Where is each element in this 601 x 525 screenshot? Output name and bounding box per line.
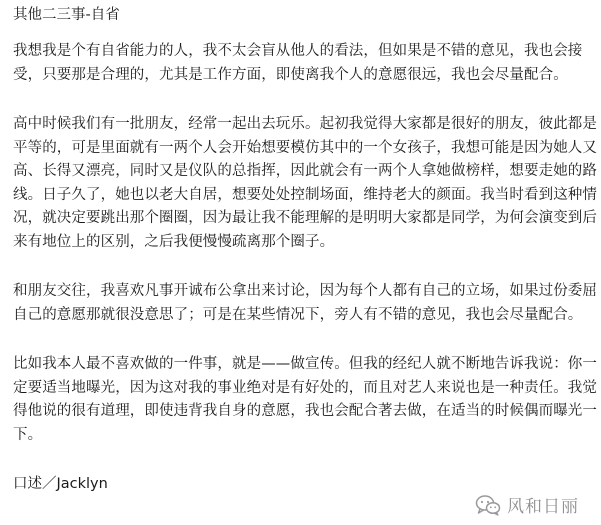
paragraph-line: 比如我本人最不喜欢做的一件事，就是——做宣传。但我的经纪人就不断地告诉我说：你一: [13, 356, 597, 372]
article-title: 其他二三事-自省: [13, 7, 120, 23]
paragraph-3: [13, 280, 595, 327]
paragraph-line: 我想我是个有自省能力的人，我不太会盲从他人的看法，但如果是不错的意见，我也会接: [13, 43, 583, 59]
watermark-text: 风和日丽: [507, 497, 579, 517]
paragraph-line: 来有地位上的区别，之后我便慢慢疏离那个圈子。: [13, 233, 335, 250]
paragraph-2: [13, 113, 595, 254]
paragraph-4: [13, 353, 595, 447]
article: [13, 4, 595, 495]
paragraph-line: 线。日子久了，她也以老大自居，想要处处控制场面，维持老大的颜面。我当时看到这种情: [13, 186, 597, 203]
paragraph-line: 受，只要那是合理的，尤其是工作方面，即使离我个人的意愿很远，我也会尽量配合。: [13, 66, 568, 83]
signature: 口述／Jacklyn: [13, 476, 108, 492]
paragraph-line: 下。: [13, 426, 43, 443]
paragraph-line: 高中时候我们有一批朋友，经常一起出去玩乐。起初我觉得大家都是很好的朋友，彼此都是: [13, 116, 597, 132]
paragraph-line: 和朋友交往，我喜欢凡事开诚布公拿出来讨论，因为每个人都有自己的立场，如果过份委屈: [13, 283, 597, 299]
watermark: [475, 492, 579, 517]
paragraph-line: 自己的意愿那就很没意思了；可是在某些情况下，旁人有不错的意见，我也会尽量配合。: [13, 306, 583, 323]
paragraph-line: 定要适当地曝光，因为这对我的事业绝对是有好处的，而且对艺人来说也是一种责任。我觉: [13, 379, 597, 396]
paragraph-line: 况，就决定要跳出那个圈圈，因为最让我不能理解的是明明大家都是同学，为何会演变到后: [13, 210, 597, 226]
paragraph-line: 平等的，可是里面就有一两个人会开始想要模仿其中的一个女孩子，我想可能是因为她人又: [13, 139, 597, 156]
paragraph-line: 得他说的很有道理，即使违背我自身的意愿，我也会配合著去做，在适当的时候偶而曝光一: [13, 403, 597, 419]
paragraph-1: [13, 40, 595, 87]
paragraph-line: 高、长得又漂亮，同时又是仪队的总指挥，因此就会有一两个人拿她做榜样，想要走她的路: [13, 163, 597, 179]
wechat-icon: [475, 494, 501, 516]
